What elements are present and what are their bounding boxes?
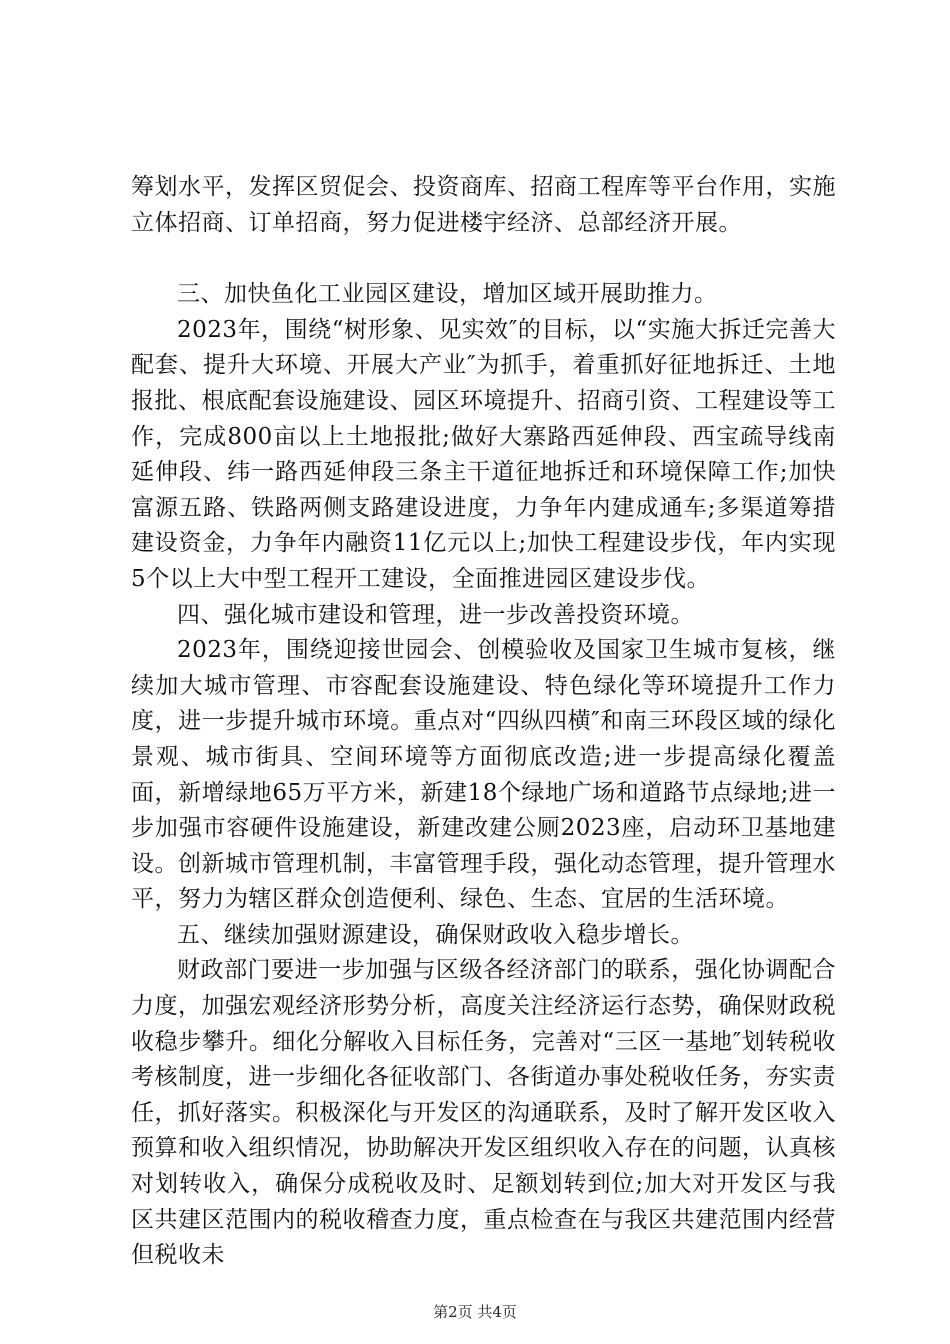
paragraph-section-4: 2023年，围绕迎接世园会、创模验收及国家卫生城市复核，继续加大城市管理、市容配套设施建设、特色绿化等环境提升工作力度，进一步提升城市环境。重点对“四纵四横″和南三环段区域的绿化景观、城市街具、空间环境等方面彻底改造;进一步提高绿化覆盖面，新增绿地65万平方米，新建18个绿地广场和道路节点绿地;进一步加强市容硬件设施建设，新建改建公厕2023座，启动环卫基地建设。创新城市管理机制，丰富管理手段，强化动态管理，提升管理水平，努力为辖区群众创造便利、绿色、生态、宜居的生活环境。 xyxy=(131,637,836,913)
paragraph-gap xyxy=(131,241,836,277)
document-body xyxy=(131,170,836,1274)
section-heading-5: 五、继续加强财源建设，确保财政收入稳步增长。 xyxy=(177,921,694,948)
paragraph-section-3: 2023年，围绕“树形象、见实效″的目标，以“实施大拆迁完善大配套、提升大环境、开展大产业″为抓手，着重抓好征地拆迁、土地报批、根底配套设施建设、园区环境提升、招商引资、工程建设等工作，完成800亩以上土地报批;做好大寨路西延伸段、西宝疏导线南延伸段、纬一路西延伸段三条主干道征地拆迁和环境保障工作;加快富源五路、铁路两侧支路建设进度，力争年内建成通车;多渠道筹措建设资金，力争年内融资11亿元以上;加快工程建设步伐，年内实现5个以上大中型工程开工建设，全面推进园区建设步伐。 xyxy=(131,316,836,592)
paragraph-section-5: 财政部门要进一步加强与区级各经济部门的联系，强化协调配合力度，加强宏观经济形势分析，高度关注经济运行态势，确保财政税收稳步攀升。细化分解收入目标任务，完善对“三区一基地″划转税收考核制度，进一步细化各征收部门、各街道办事处税收任务，夯实责任，抓好落实。积极深化与开发区的沟通联系，及时了解开发区收入预算和收入组织情况，协助解决开发区组织收入存在的问题，认真核对划转收入，确保分成税收及时、足额划转到位;加大对开发区与我区共建区范围内的税收稽查力度，重点检查在与我区共建范围内经营但税收未 xyxy=(131,957,836,1269)
section-heading-4: 四、强化城市建设和管理，进一步改善投资环境。 xyxy=(177,601,694,628)
paragraph-continuation: 筹划水平，发挥区贸促会、投资商库、招商工程库等平台作用，实施立体招商、订单招商，努力促进楼宇经济、总部经济开展。 xyxy=(131,174,836,236)
section-heading-3: 三、加快鱼化工业园区建设，增加区域开展助推力。 xyxy=(177,281,718,308)
page-footer: 第2页 共4页 xyxy=(433,1303,517,1321)
